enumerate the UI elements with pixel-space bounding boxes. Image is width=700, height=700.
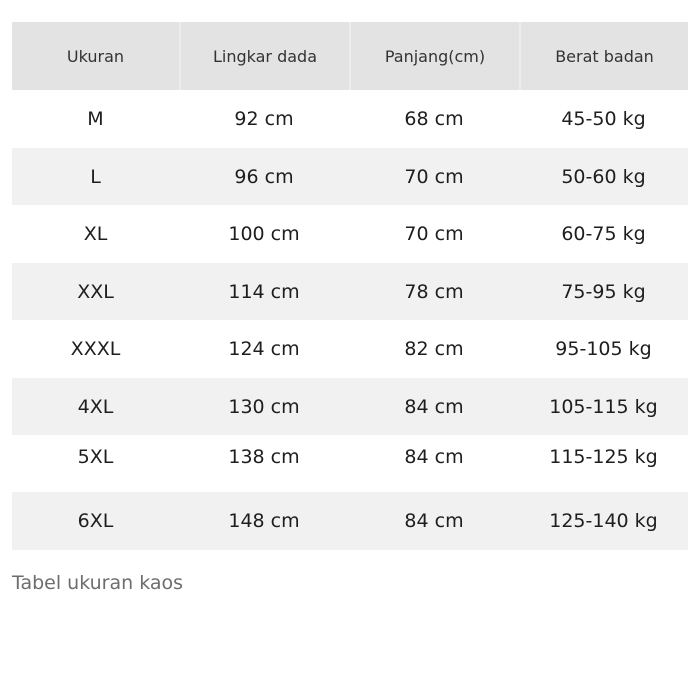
weight-cell: 95-105 kg (555, 338, 652, 360)
table-header-row (12, 22, 688, 90)
size-cell: XXL (77, 280, 114, 303)
weight-cell: 125-140 kg (549, 510, 658, 532)
size-table (12, 22, 688, 550)
chest-cell: 138 cm (228, 446, 300, 468)
table-row (12, 90, 688, 148)
chest-cell: 130 cm (228, 395, 300, 418)
table-row (12, 148, 688, 205)
table-row (12, 492, 688, 550)
weight-cell: 75-95 kg (561, 280, 646, 303)
weight-cell: 60-75 kg (561, 223, 646, 245)
weight-cell: 105-115 kg (549, 395, 658, 418)
length-cell: 68 cm (404, 108, 464, 130)
header-weight: Berat badan (519, 22, 688, 90)
chest-cell: 124 cm (228, 338, 300, 360)
chest-cell: 92 cm (234, 108, 294, 130)
length-cell: 70 cm (404, 165, 464, 188)
length-cell: 78 cm (404, 280, 464, 303)
header-size: Ukuran (12, 22, 179, 90)
weight-cell: 115-125 kg (549, 446, 658, 468)
size-cell: M (87, 108, 104, 130)
length-cell: 82 cm (404, 338, 464, 360)
table-row (12, 378, 688, 435)
header-length: Panjang(cm) (349, 22, 519, 90)
chest-cell: 96 cm (234, 165, 294, 188)
weight-cell: 50-60 kg (561, 165, 646, 188)
table-row (12, 205, 688, 263)
length-cell: 84 cm (404, 446, 464, 468)
length-cell: 70 cm (404, 223, 464, 245)
size-cell: 5XL (77, 446, 114, 468)
chest-cell: 148 cm (228, 510, 300, 532)
size-cell: 6XL (77, 510, 114, 532)
size-cell: XXXL (70, 338, 121, 360)
table-row (12, 320, 688, 378)
table-row (12, 263, 688, 320)
table-caption: Tabel ukuran kaos (12, 572, 184, 594)
size-cell: 4XL (77, 395, 114, 418)
length-cell: 84 cm (404, 395, 464, 418)
length-cell: 84 cm (404, 510, 464, 532)
size-cell: XL (83, 223, 108, 245)
header-chest: Lingkar dada (179, 22, 349, 90)
table-row (12, 435, 688, 492)
weight-cell: 45-50 kg (561, 108, 646, 130)
chest-cell: 114 cm (228, 280, 300, 303)
size-cell: L (90, 165, 101, 188)
chest-cell: 100 cm (228, 223, 300, 245)
